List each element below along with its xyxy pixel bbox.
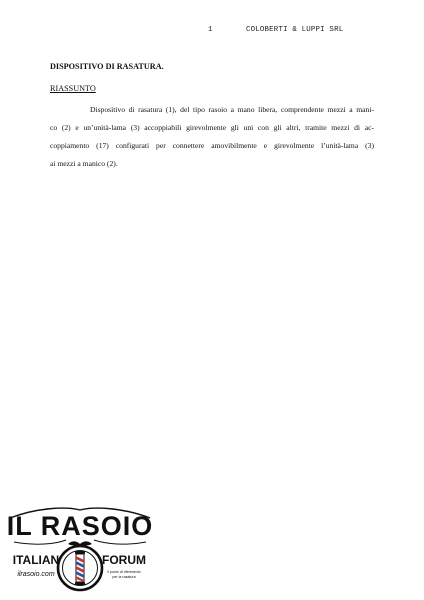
firm-name: COLOBERTI & LUPPI SRL	[246, 26, 344, 34]
document-title: DISPOSITIVO DI RASATURA.	[50, 62, 164, 71]
watermark-title: IL RASOIO	[6, 511, 154, 541]
abstract-line: co (2) e un’unità-lama (3) accoppiabili girevolmente gli uni con gli altri, tramite mezzi di ac-	[50, 123, 374, 132]
watermark-site: ilrasoio.com	[17, 571, 55, 578]
abstract-paragraph	[50, 101, 374, 173]
page-number: 1	[208, 26, 213, 34]
watermark-logo-graphic	[6, 498, 154, 598]
section-heading: RIASSUNTO	[50, 84, 96, 93]
watermark-tagline-2: per la rasatura	[112, 575, 136, 579]
watermark-left-word: ITALIAN	[12, 553, 60, 567]
abstract-line: ai mezzi a manico (2).	[50, 159, 118, 168]
watermark-logo	[6, 498, 154, 598]
watermark-tagline-1: il punto di riferimento	[107, 570, 141, 574]
abstract-line: Dispositivo di rasatura (1), del tipo rasoio a mano libera, comprendente mezzi a mani-	[90, 105, 374, 114]
abstract-line: coppiamento (17) configurati per connettere amovibilmente e girevolmente l’unità-lama (3)	[50, 141, 374, 150]
page-header	[0, 26, 424, 38]
watermark-right-word: FORUM	[102, 553, 146, 567]
pole-cap-bottom	[75, 582, 85, 585]
